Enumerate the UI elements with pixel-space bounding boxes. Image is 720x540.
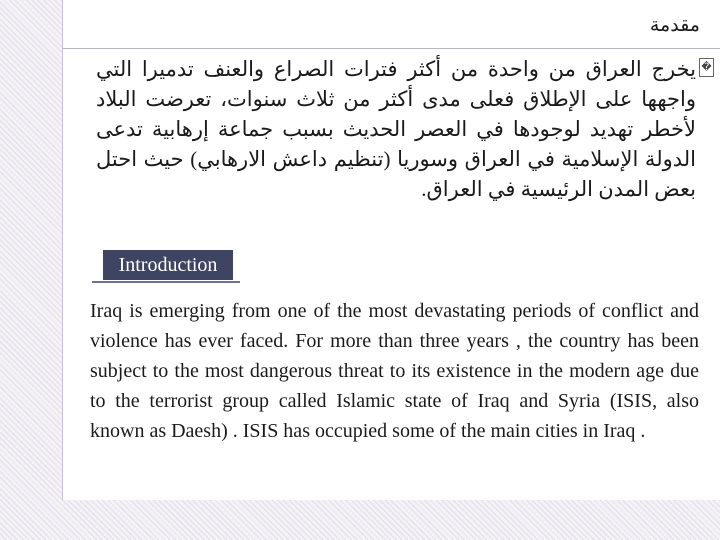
divider-vertical xyxy=(62,0,63,500)
arabic-heading: مقدمة xyxy=(642,14,708,41)
heading-underline xyxy=(92,281,240,283)
divider-horizontal xyxy=(62,48,720,49)
decorative-side-panel xyxy=(0,0,62,540)
introduction-heading: Introduction xyxy=(103,250,233,280)
bullet-icon: � xyxy=(699,58,714,77)
decorative-bottom-strip xyxy=(0,500,720,540)
english-paragraph: Iraq is emerging from one of the most devastating periods of conflict and violence has ever faced. For more than three years , the country has been subject to the most dangerous threat to its existence in the modern age due to the terrorist group called Islamic state of Iraq and Syria (ISIS, also known as Daesh) . ISIS has occupied some of the main cities in Iraq . xyxy=(90,300,699,442)
arabic-paragraph: يخرج العراق من واحدة من أكثر فترات الصراع والعنف تدميرا التي واجهها على الإطلاق فعلى مدى أكثر من ثلاث سنوات، تعرضت البلاد لأخطر تهديد لوجودها في العصر الحديث بسبب جماعة إرهابية تدعى الدولة الإسلامية في العراق وسوريا (تنظيم داعش الارهابي) حيث احتل بعض المدن الرئيسية في العراق. xyxy=(96,57,696,201)
